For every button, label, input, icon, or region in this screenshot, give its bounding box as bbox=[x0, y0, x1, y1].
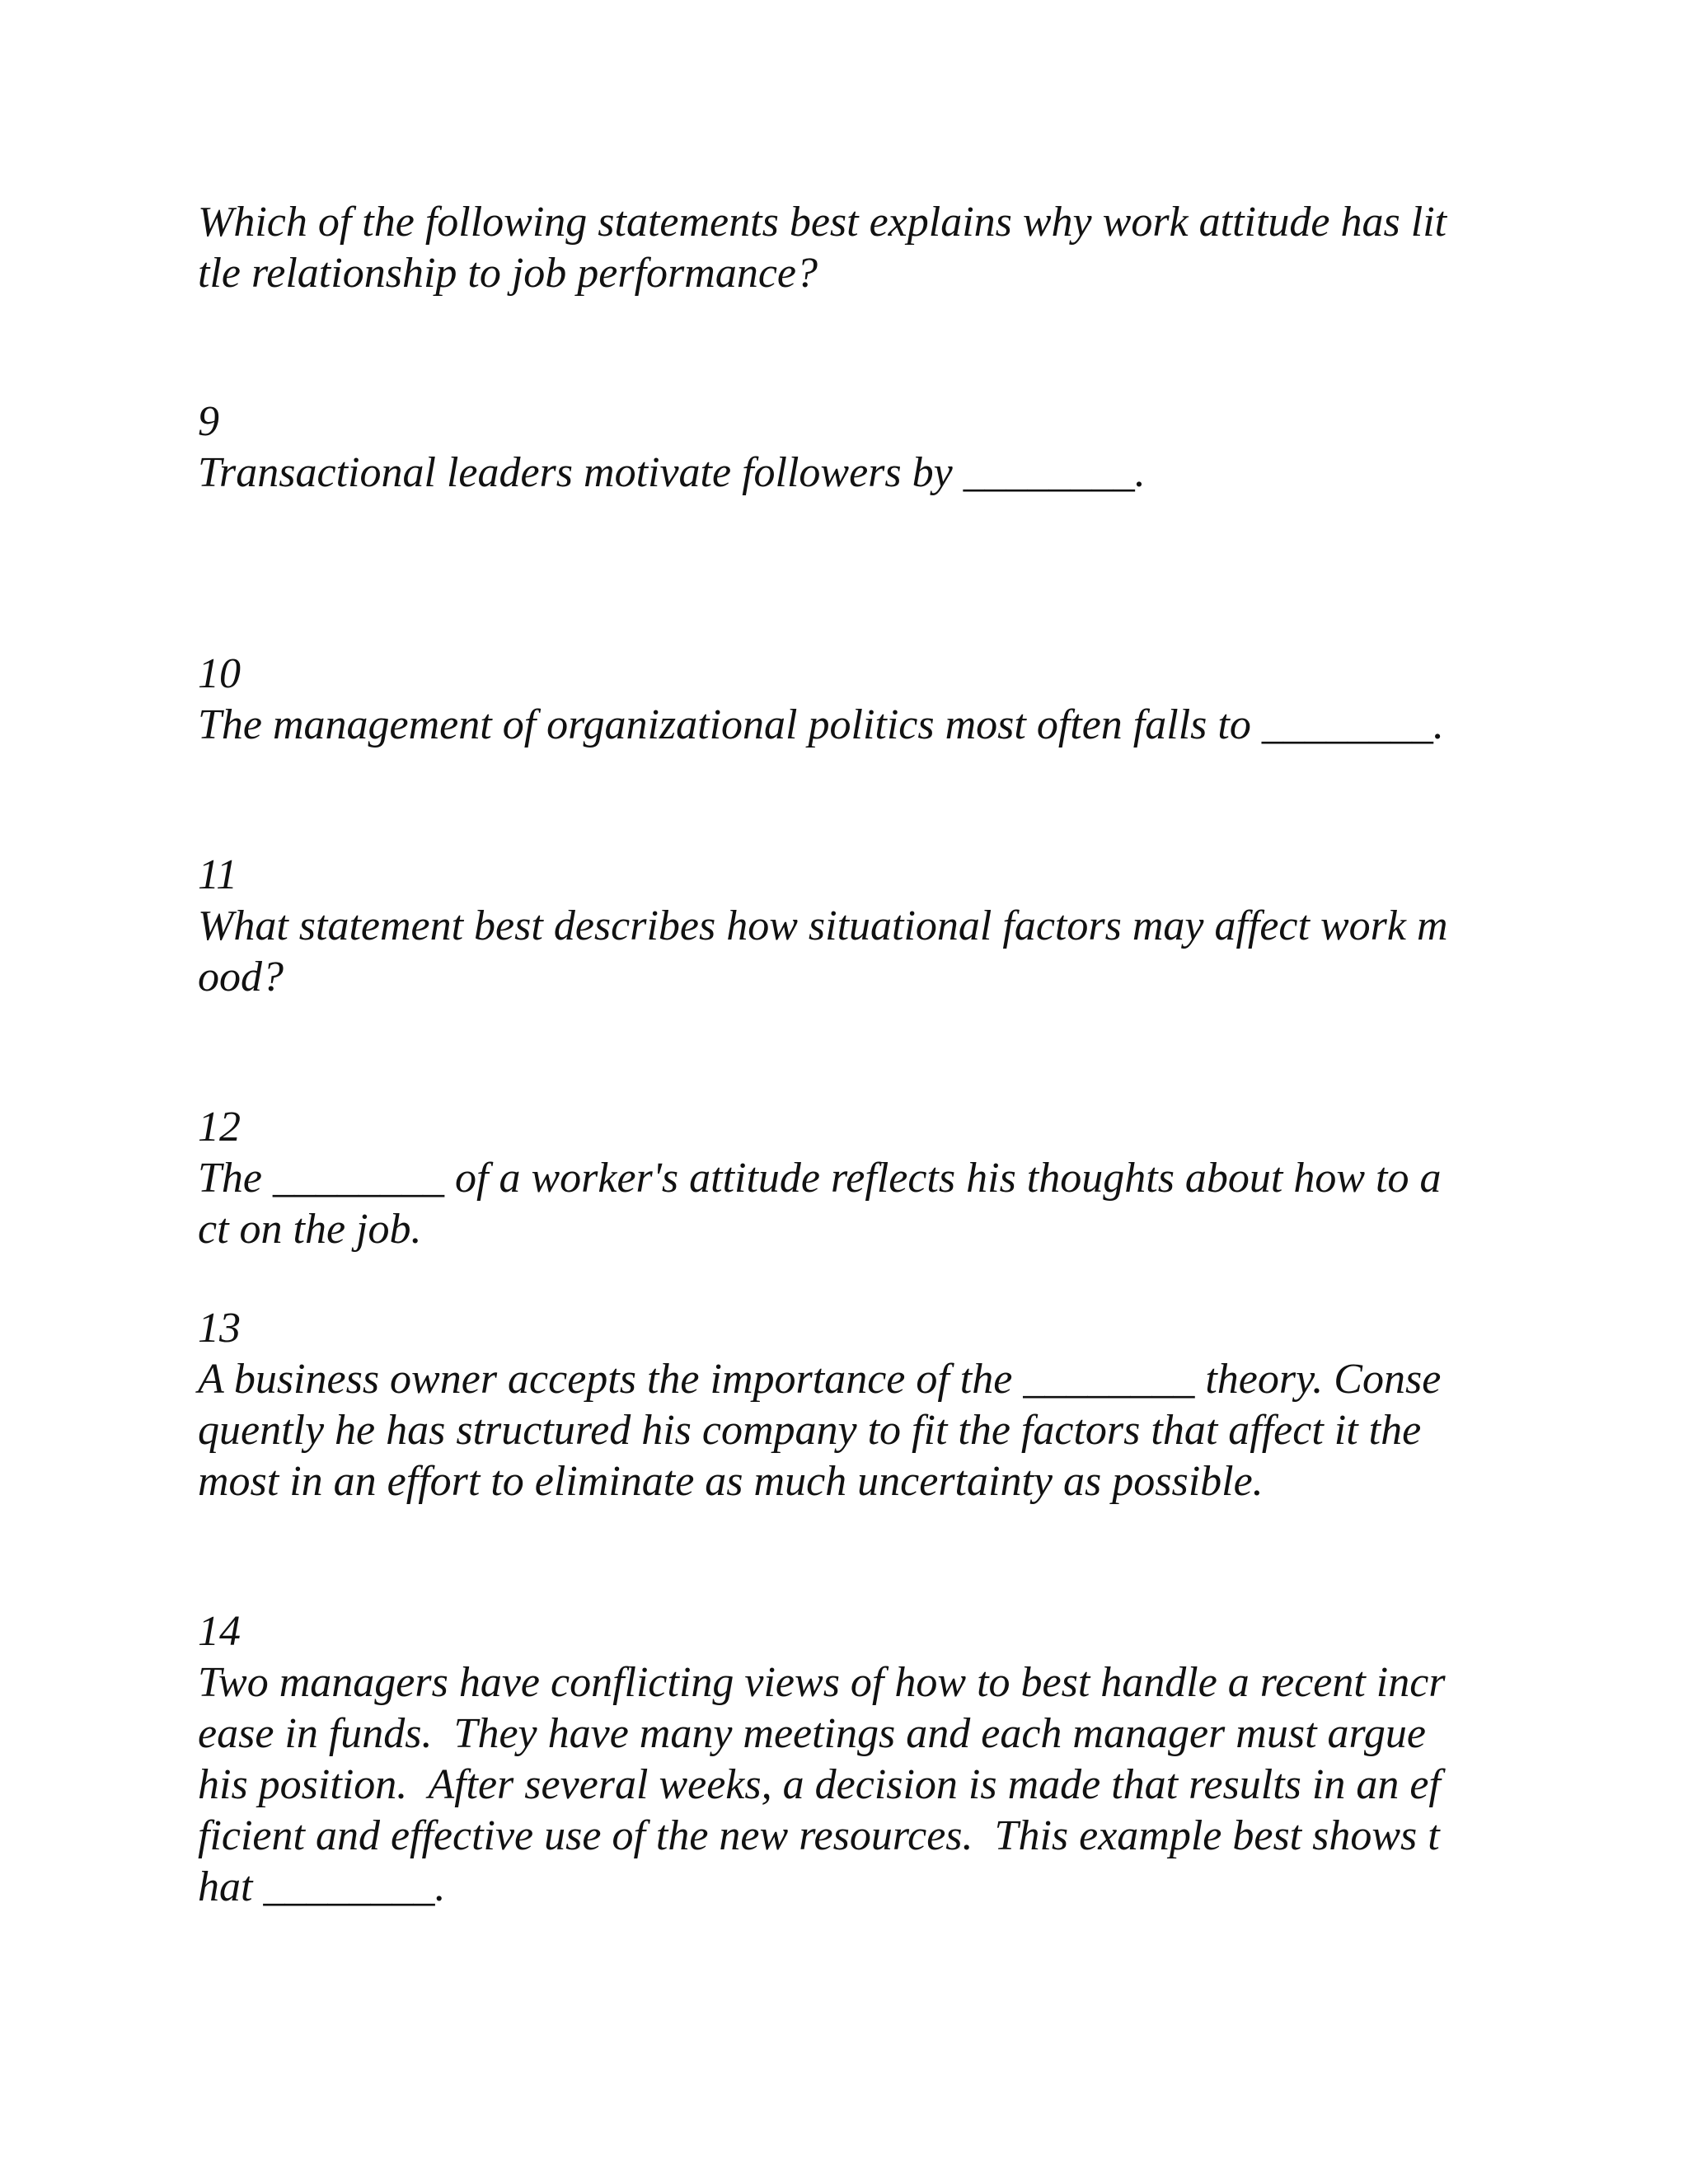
question-10-number: 10 bbox=[198, 650, 241, 697]
question-8-text-line-2: tle relationship to job performance? bbox=[198, 250, 818, 297]
question-14-text-line-1: Two managers have conflicting views of how to best handle a recent incr bbox=[198, 1659, 1446, 1706]
question-14-number: 14 bbox=[198, 1608, 241, 1655]
question-13-number: 13 bbox=[198, 1305, 241, 1352]
question-14-text-line-4: ficient and effective use of the new resources. This example best shows t bbox=[198, 1812, 1440, 1859]
question-14-text-line-3: his position. After several weeks, a decision is made that results in an ef bbox=[198, 1761, 1441, 1808]
question-14-text-line-5: hat ________. bbox=[198, 1863, 446, 1910]
question-11-text-line-1: What statement best describes how situational factors may affect work m bbox=[198, 902, 1448, 949]
question-12-number: 12 bbox=[198, 1104, 241, 1151]
question-9-text-line-1: Transactional leaders motivate followers by ________. bbox=[198, 449, 1146, 496]
question-13-text-line-3: most in an effort to eliminate as much uncertainty as possible. bbox=[198, 1458, 1264, 1505]
question-12-text-line-1: The ________ of a worker's attitude reflects his thoughts about how to a bbox=[198, 1155, 1442, 1202]
question-8-text-line-1: Which of the following statements best explains why work attitude has lit bbox=[198, 199, 1447, 246]
question-13-text-line-1: A business owner accepts the importance of the ________ theory. Conse bbox=[198, 1356, 1442, 1403]
question-13-text-line-2: quently he has structured his company to fit the factors that affect it the bbox=[198, 1407, 1422, 1454]
question-14-text-line-2: ease in funds. They have many meetings and each manager must argue bbox=[198, 1710, 1426, 1757]
question-9-number: 9 bbox=[198, 398, 219, 445]
question-12-text-line-2: ct on the job. bbox=[198, 1206, 422, 1253]
question-11-number: 11 bbox=[198, 851, 238, 898]
question-10-text-line-1: The management of organizational politics most often falls to ________. bbox=[198, 701, 1444, 748]
question-11-text-line-2: ood? bbox=[198, 954, 284, 1001]
